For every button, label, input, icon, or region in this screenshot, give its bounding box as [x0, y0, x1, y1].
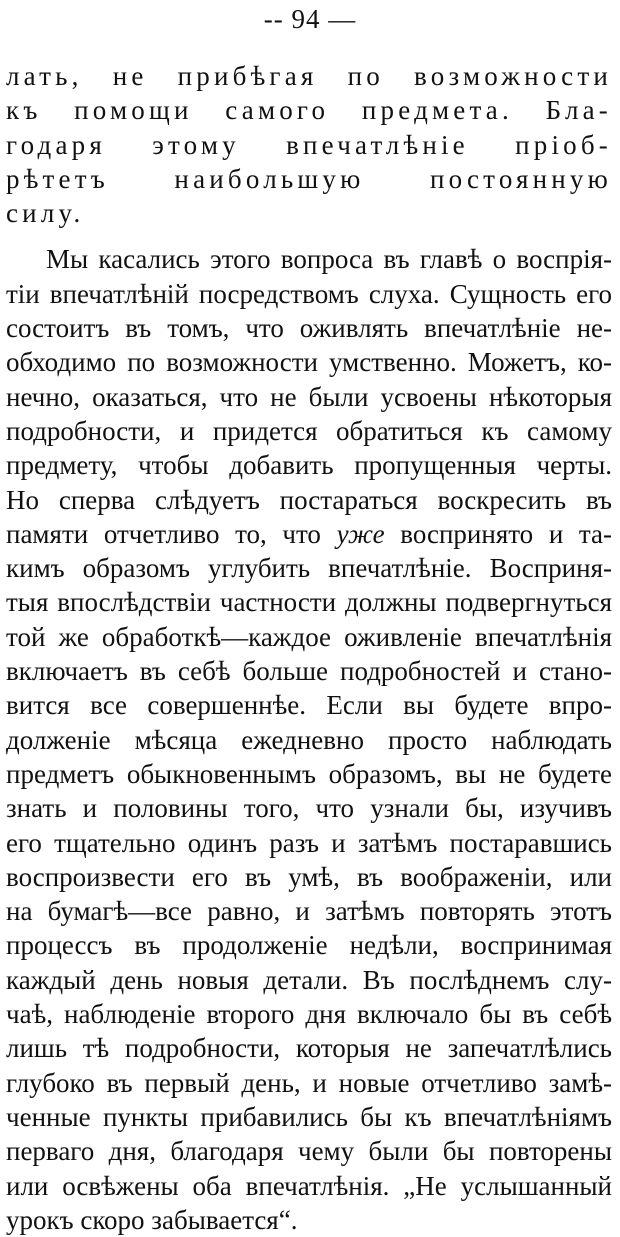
text-line-with-emphasis [6, 517, 612, 551]
text-line: годаря этому впечатлѣніе пріоб- [6, 129, 612, 160]
text-line: долженіе мѣсяца ежедневно просто наблюдать [6, 724, 612, 755]
text-line: перваго дня, благодаря чему были бы повторены [6, 1136, 612, 1167]
page-number: -- 94 — [263, 4, 357, 34]
text-line: рѣтетъ наибольшую постоянную [6, 163, 612, 194]
text-line: знать и половины того, что узнали бы, изучивъ [6, 793, 612, 824]
text-line: нечно, оказаться, что не были усвоены нѣкоторыя [6, 381, 612, 412]
emphasized-word: уже [336, 518, 385, 549]
text-line: Но сперва слѣдуетъ постараться воскресить въ [6, 484, 612, 515]
text-line: предмету, чтобы добавить пропущенныя черты. [6, 450, 612, 481]
text-line: включаетъ въ себѣ больше подробностей и стано- [6, 656, 612, 687]
text-line: обходимо по возможности умственно. Можетъ, ко- [6, 347, 612, 378]
page-text [6, 59, 612, 1237]
text-line: воспроизвести его въ умѣ, въ воображеніи, или [6, 861, 612, 892]
text-line: вится все совершеннѣе. Если вы будете впро- [6, 690, 612, 721]
text-line: его тщательно одинъ разъ и затѣмъ постаравшись [6, 827, 612, 858]
text-line: процессъ въ продолженіе недѣли, воспринимая [6, 930, 612, 961]
text-line: силу. [6, 198, 85, 229]
text-line: тіи впечатлѣній посредствомъ слуха. Сущность его [6, 278, 612, 309]
paragraph-gap [6, 230, 612, 242]
text-line: урокъ скоро забывается“. [6, 1204, 298, 1235]
text-line: той же обработкѣ—каждое оживленіе впечатлѣнія [6, 621, 612, 652]
text-line: лать, не прибѣгая по возможности [6, 61, 612, 91]
text-line: подробности, и придется обратиться къ самому [6, 415, 612, 446]
text-line: кимъ образомъ углубить впечатлѣніе. Восприня- [6, 553, 612, 584]
text-line: предметъ обыкновеннымъ образомъ, вы не будете [6, 758, 612, 789]
text-line: Мы касались этого вопроса въ главѣ о воспрія- [46, 244, 612, 275]
text-line: тыя впослѣдствіи частности должны подвергнуться [6, 587, 612, 618]
text-line: къ помощи самого предмета. Бла- [6, 95, 612, 126]
text-line: состоитъ въ томъ, что оживлять впечатлѣніе не- [6, 313, 612, 344]
text-line: или освѣжены оба впечатлѣнія. „Не услышанный [6, 1170, 612, 1201]
text-line: глубоко въ первый день, и новые отчетливо замѣ- [6, 1067, 612, 1098]
text-line: ченные пункты прибавились бы къ впечатлѣніямъ [6, 1101, 612, 1132]
text-line: лишь тѣ подробности, которыя не запечатлѣлись [6, 1033, 612, 1064]
text-line: на бумагѣ—все равно, и затѣмъ повторять этотъ [6, 896, 612, 927]
text-line: чаѣ, наблюденіе второго дня включало бы въ себѣ [6, 999, 612, 1030]
text-line: каждый день новыя детали. Въ послѣднемъ слу- [6, 964, 612, 995]
text-segment: памяти отчетливо то, что [6, 518, 337, 549]
text-segment: воспринято и та- [384, 518, 613, 549]
